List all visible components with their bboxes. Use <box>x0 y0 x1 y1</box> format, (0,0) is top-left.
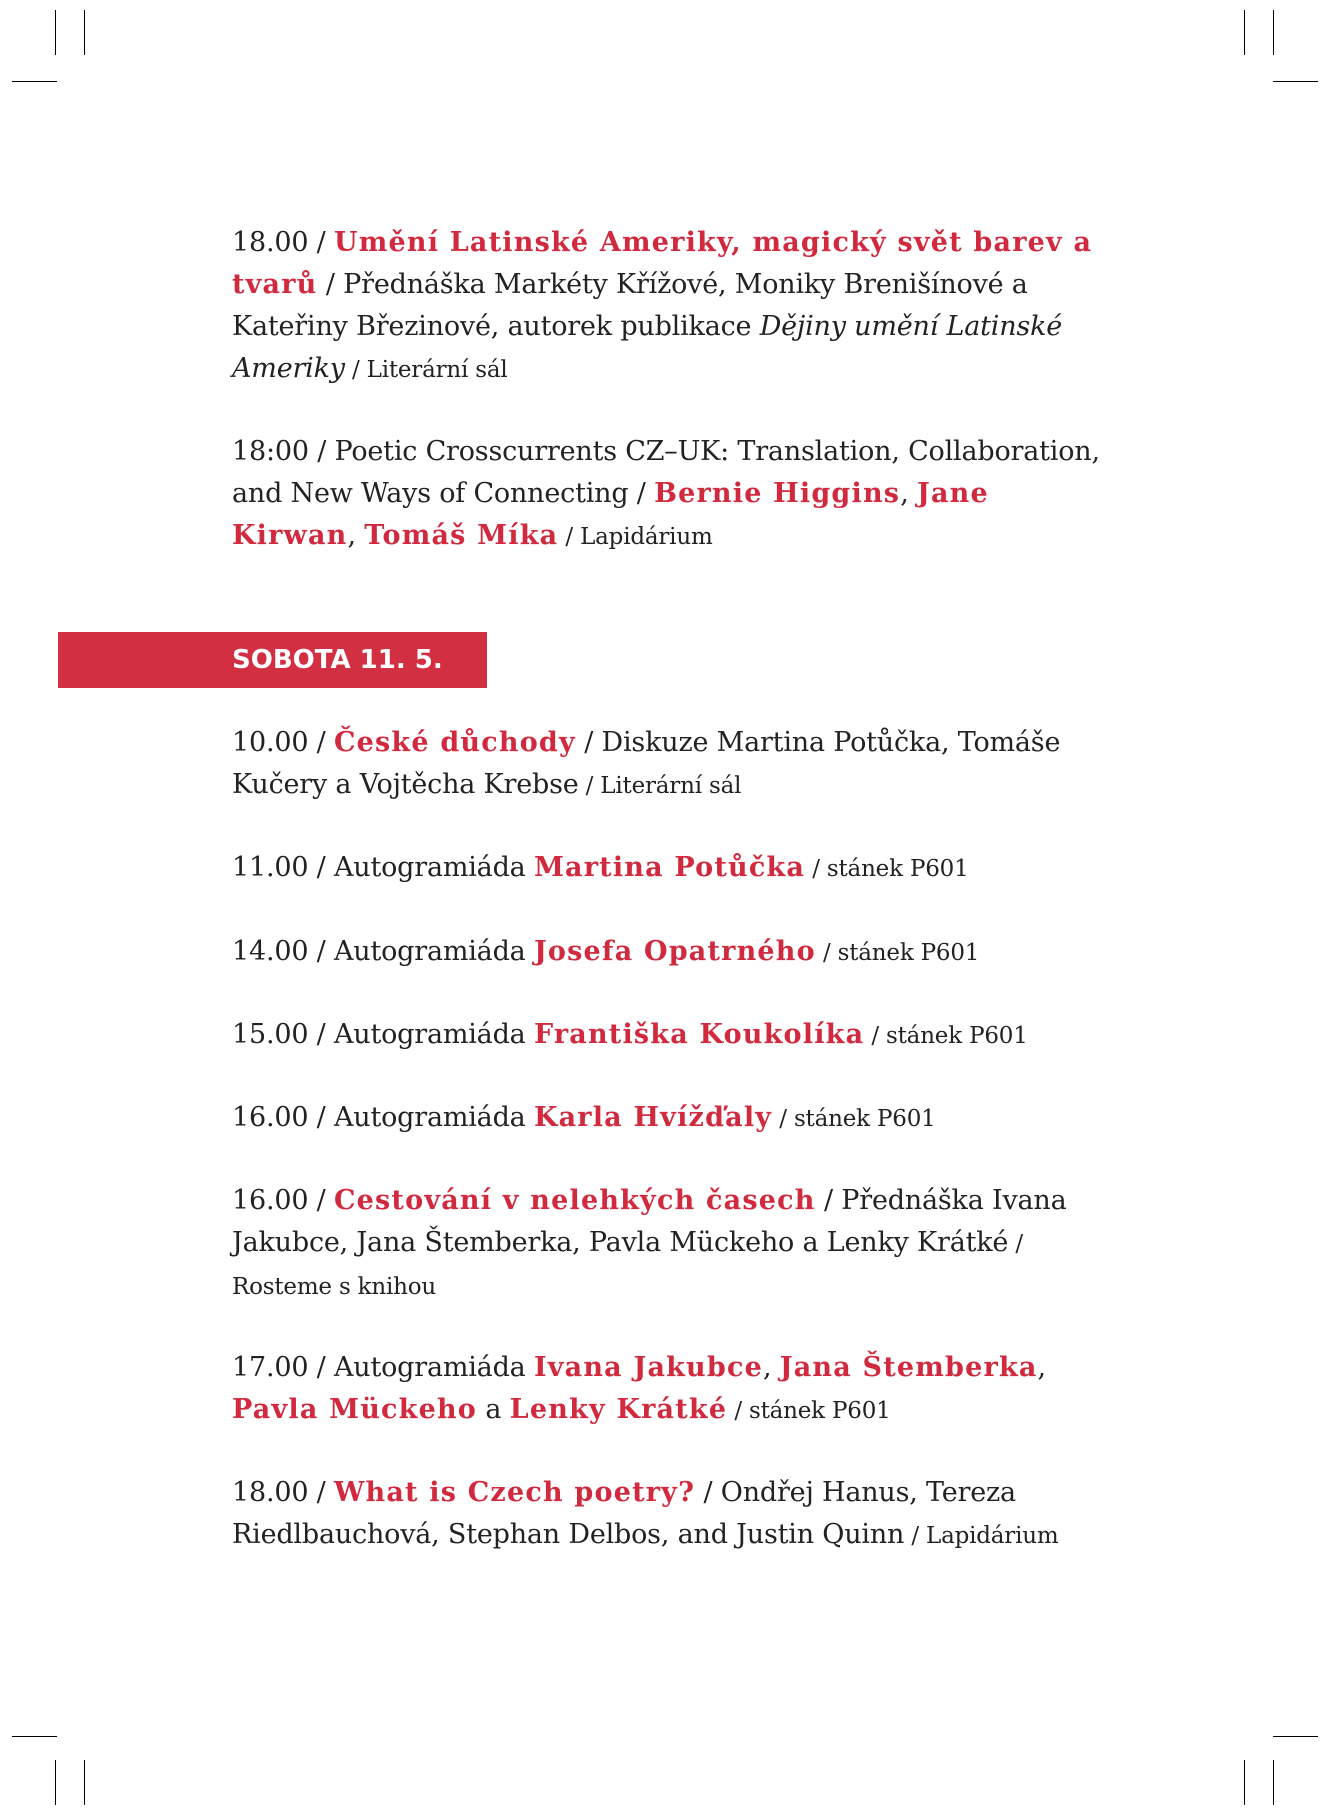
participant-name: Lenky Krátké <box>509 1394 728 1425</box>
event-description: / Přednáška Ivana Jakubce, Jana Štemberka, Pavla Mückeho a Lenky Krátké <box>232 1185 1067 1258</box>
participant-name: Jana Štemberka <box>779 1352 1038 1383</box>
event-entry <box>232 1180 1112 1308</box>
participant-name: Martina Potůčka <box>533 852 806 883</box>
participant-name: Františka Koukolíka <box>533 1019 865 1050</box>
crop-mark <box>55 1760 56 1805</box>
crop-mark <box>12 81 57 82</box>
event-description: / Přednáška Markéty Křížové, Moniky Brenišínové a Kateřiny Březinové, autorek publikace <box>232 269 1028 342</box>
event-title: České důchody <box>333 727 576 758</box>
event-time: 18.00 / <box>232 227 334 258</box>
event-venue: / Lapidárium <box>904 1523 1059 1549</box>
participant-name: Ivana Jakubce <box>533 1352 763 1383</box>
event-description: 15.00 / Autogramiáda <box>232 1019 534 1050</box>
crop-mark <box>1273 1736 1318 1737</box>
event-entry <box>232 722 1112 807</box>
event-title: Cestování v nelehkých časech <box>333 1185 816 1216</box>
event-entry <box>232 222 1112 391</box>
event-description: 14.00 / Autogramiáda <box>232 936 534 967</box>
crop-mark <box>55 10 56 55</box>
event-venue: / stánek P601 <box>772 1106 936 1132</box>
event-entry <box>232 1097 1112 1140</box>
participant-name: Tomáš Míka <box>364 520 559 551</box>
crop-mark <box>1244 1760 1245 1805</box>
event-time: 10.00 / <box>232 727 334 758</box>
event-venue: / Lapidárium <box>558 524 713 550</box>
event-time: 16.00 / <box>232 1185 334 1216</box>
participant-name: Jane Kirwan <box>232 478 989 551</box>
event-venue: / stánek P601 <box>815 940 980 966</box>
event-description: / Ondřej Hanus, Tereza Riedlbauchová, Stephan Delbos, and Justin Quinn <box>232 1477 1016 1550</box>
day-heading: SOBOTA 11. 5. <box>232 645 443 675</box>
participant-name: Bernie Higgins <box>654 478 901 509</box>
crop-mark <box>84 10 85 55</box>
event-venue: / stánek P601 <box>727 1398 891 1424</box>
event-entry <box>232 1014 1112 1057</box>
event-venue: / Literární sál <box>578 773 742 799</box>
event-description: / Diskuze Martina Potůčka, Tomáše Kučery a Vojtěcha Krebse <box>232 727 1061 800</box>
crop-mark <box>1244 10 1245 55</box>
participant-name: Pavla Mückeho <box>232 1394 477 1425</box>
event-description: 17.00 / Autogramiáda <box>232 1352 534 1383</box>
event-description: 11.00 / Autogramiáda <box>232 852 534 883</box>
event-entry: 18:00 / Poetic Crosscurrents CZ–UK: Translation, Collaboration, and New Ways of Connecting / Bernie Higgins, Jane Kirwan, Tomáš Míka / Lapidárium <box>232 436 1100 551</box>
event-entry <box>232 931 1112 974</box>
participant-name: Josefa Opatrného <box>533 936 816 967</box>
book-title: Dějiny umění Latinské Ameriky <box>232 311 1063 384</box>
event-venue: / stánek P601 <box>864 1023 1028 1049</box>
crop-mark <box>84 1760 85 1805</box>
event-venue: / stánek P601 <box>805 856 969 882</box>
participant-name: Karla Hvížďaly <box>533 1102 773 1133</box>
event-entry: 17.00 / Autogramiáda Ivana Jakubce, Jana Štemberka, Pavla Mückeho a Lenky Krátké / stánek P601 <box>232 1352 1046 1425</box>
crop-mark <box>1273 1760 1274 1805</box>
event-venue: / Literární sál <box>344 357 508 383</box>
event-entry <box>232 1472 1112 1557</box>
crop-mark <box>1273 81 1318 82</box>
event-description: 16.00 / Autogramiáda <box>232 1102 534 1133</box>
event-entry <box>232 847 1112 890</box>
event-title: Umění Latinské Ameriky, magický svět barev a tvarů <box>232 227 1093 300</box>
crop-mark <box>1273 10 1274 55</box>
event-title: 18:00 / Poetic Crosscurrents CZ–UK: Translation, Collaboration, and New Ways of Connecting / <box>232 436 1100 509</box>
event-time: 18.00 / <box>232 1477 334 1508</box>
event-venue: / Rosteme s knihou <box>232 1231 1023 1300</box>
event-title: What is Czech poetry? <box>333 1477 696 1508</box>
crop-mark <box>12 1736 57 1737</box>
